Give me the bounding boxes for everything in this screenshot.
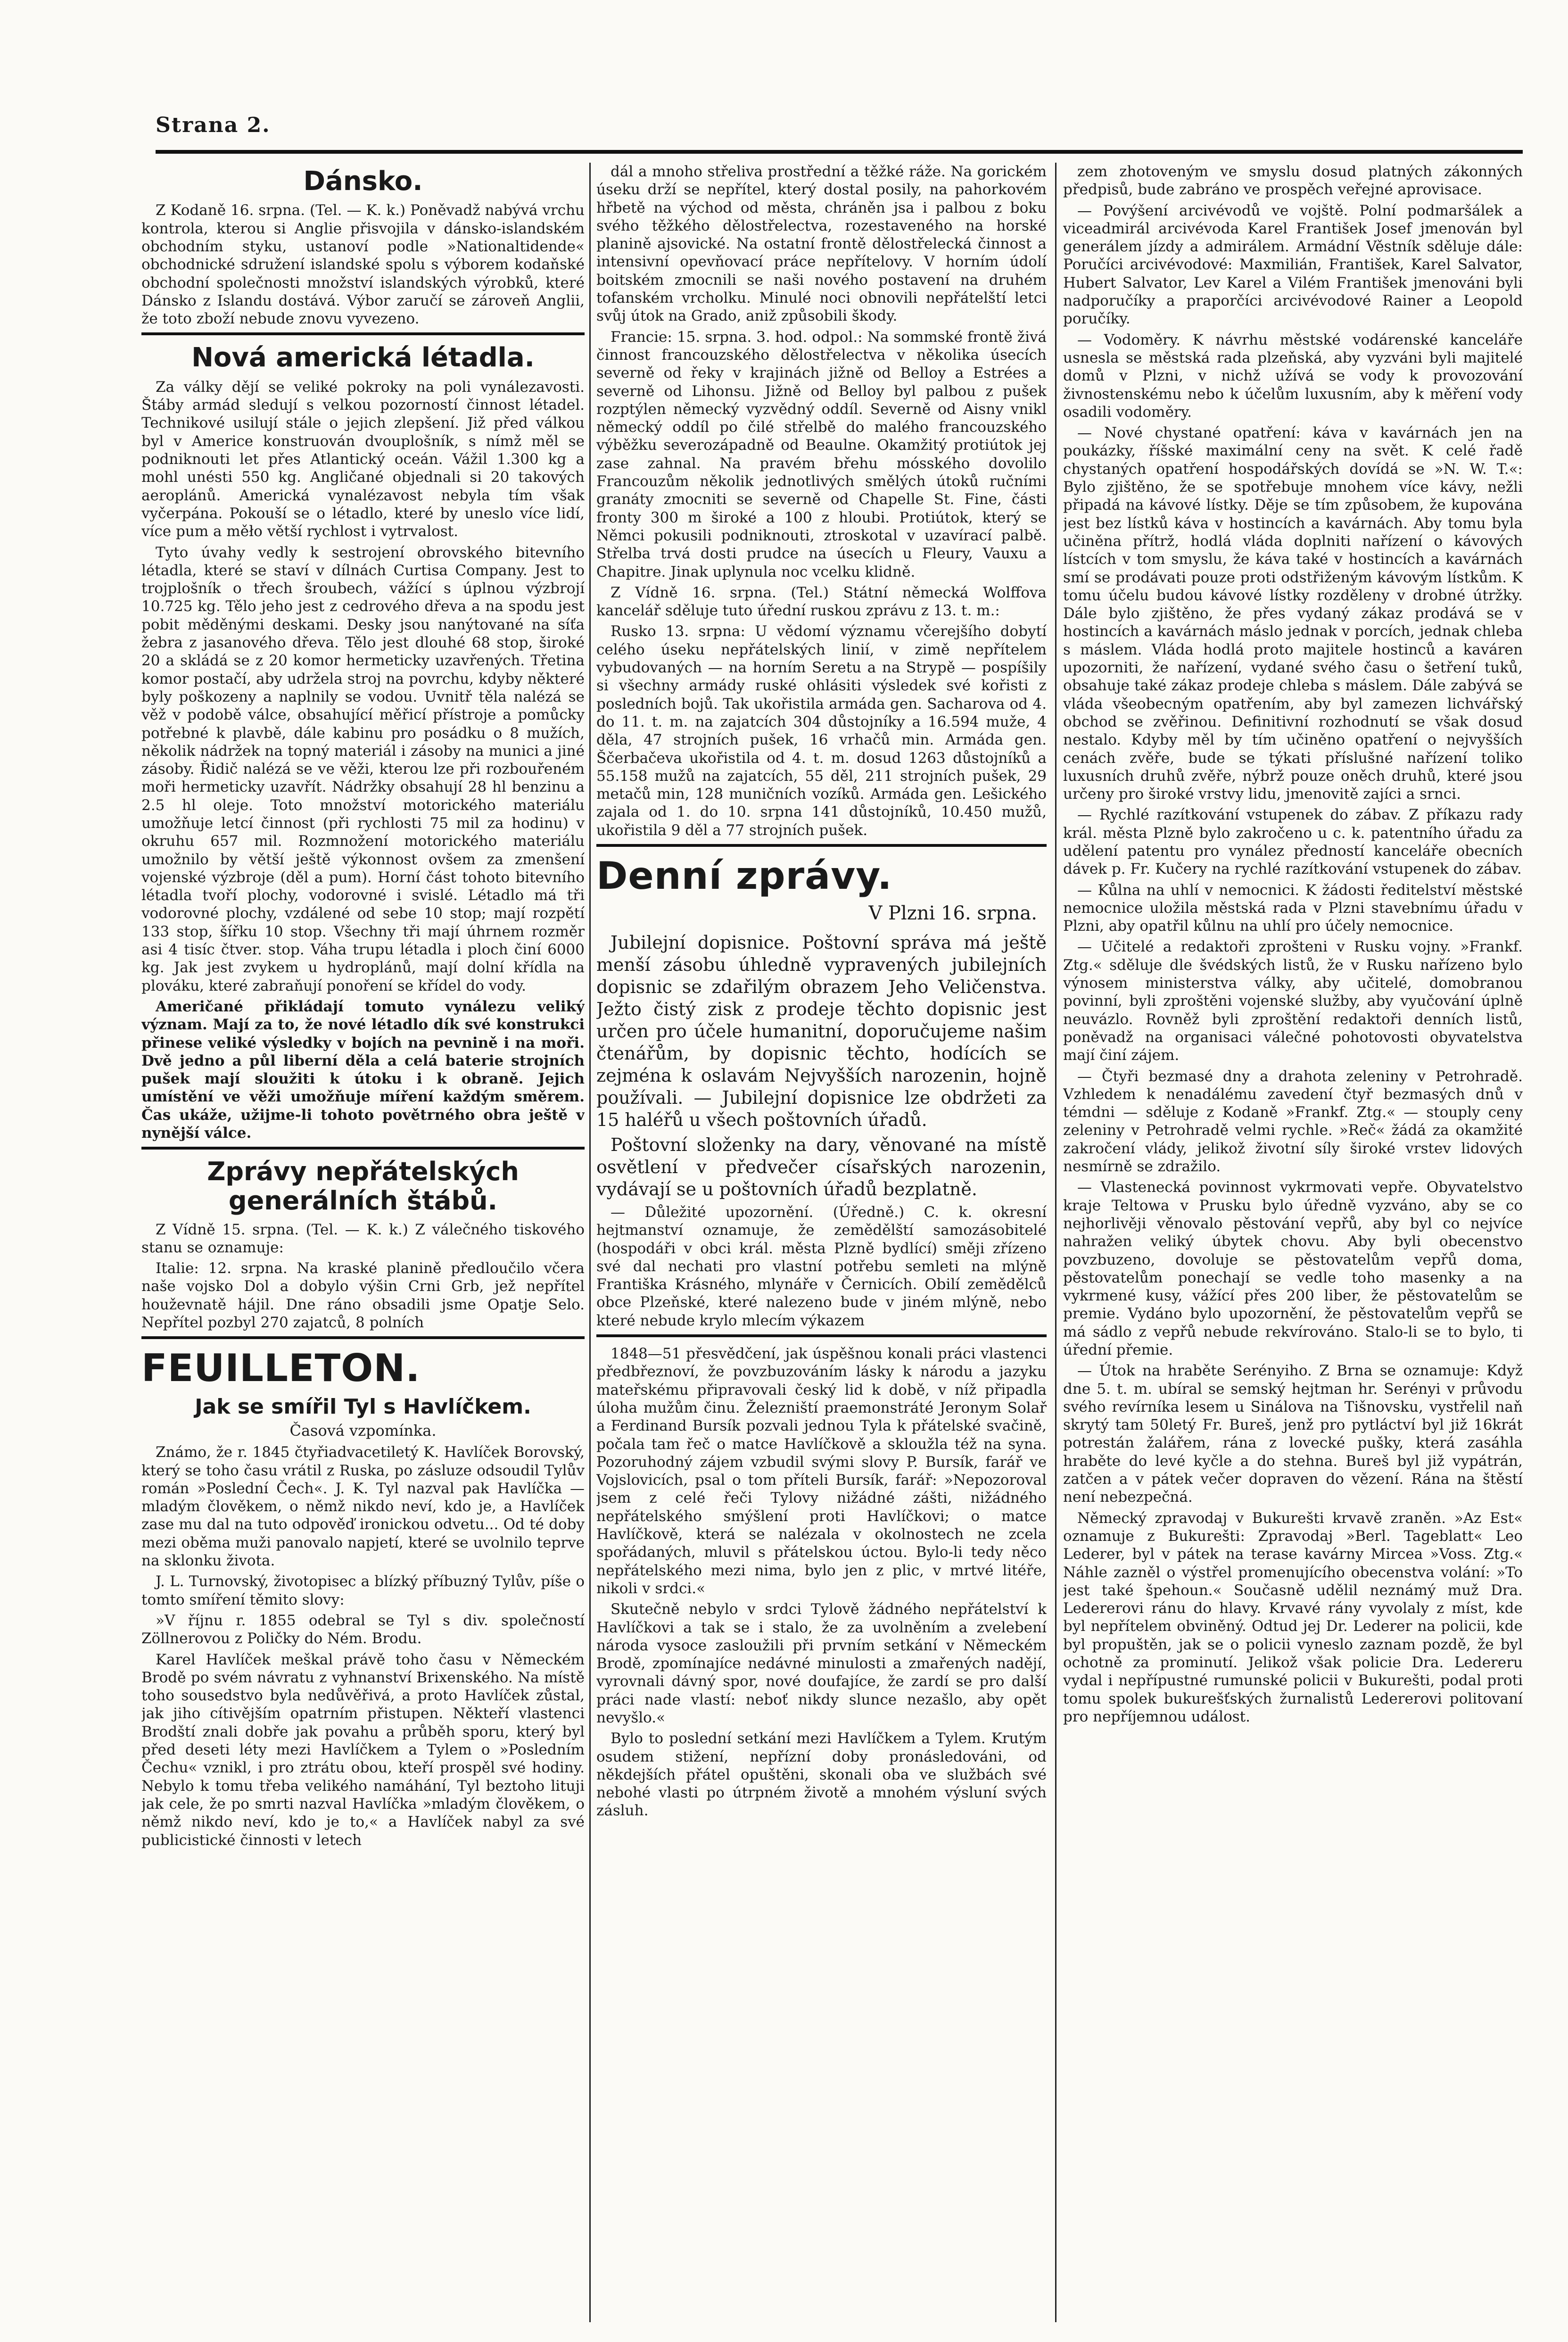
staffs-heading: Zprávy nepřátelských generálních štábů. [207, 1157, 519, 1216]
daily-dateline: V Plzni 16. srpna. [868, 902, 1037, 924]
feuilleton-cont-paragraph: 1848—51 přesvědčení, jak úspěšnou konali práci vlastenci předbřeznoví, že povzbuzováním lásky k národu a jazyku mateřskému připravovali český lid k době, v níž připadla úloha mužům činu. Železniští praemonstráté Jeronym Solař a Ferdinand Bursík pozvali jednou Tyla k přátelské svačině, počala tam řeč o matce Havlíčkově a skloužla též na syna. Pozoruhodný zájem vzbudil svými slovy P. Bursík, farář ve Vojslovicích, psal o tom příteli Bursík, farář: »Nepozoroval jsem z celé řeči Tylovy nižádné zášti, nižádného nepřátelského smýšlení proti Havlíčkovi; o matce Havlíčkově, která se nalézala v okolnostech ne zcela spořádaných, mluvil s přátelskou úctou. Bylo-li tedy něco nepřátelského mezi nima, bylo jen z plic, v mrtvé litéře, nikoli v srdci.« [596, 1345, 1047, 1597]
news-paragraph: Německý zpravodaj v Bukurešti krvavě zraněn. »Az Est« oznamuje z Bukurešti: Zpravodaj »Berl. Tageblatt« Leo Lederer, byl v pátek na terase kavárny Mircea »Voss. Ztg.« Náhle zazněl o výstřel promenujícího obecenstva volání: »To jest také špehoun.« Současně udělil neznámý muž Dra. Ledererovi ránu do hlavy. Krvavé rány vyvolaly z míst, kde byl nepřítelem obviněný. Odtud jej Dr. Lederer na policii, kde byl propuštěn, jak se o policii vyneslo zaznam pozdě, že byl ochotně za prominutí. Jelikož však policie Dra. Ledereru vydal i nepřípustné rumunské policii v Bukurešti, podal proti tomu spolek bukurešťských žurnalistů Ledererovi politovaní pro nepříjemnou událost. [1063, 1509, 1523, 1725]
column-1 [141, 163, 585, 2322]
section-rule [596, 844, 1047, 847]
feuilleton-subtitle: Časová vzpomínka. [289, 1422, 437, 1440]
feuilleton-paragraph: Známo, že r. 1845 čtyřiadvacetiletý K. Havlíček Borovský, který se toho času vrátil z Ruska, po zásluze odsoudil Tylův román »Poslední Čech«. J. K. Tyl nazval pak Havlíčka — mladým člověkem, o němž nikdo neví, kdo je, a Havlíček zase mu dal na tuto odpověď ironickou odvetu... Od té doby mezi oběma muži panovalo napjetí, které se uvolnilo teprve na sklonku života. [141, 1444, 585, 1570]
feuilleton-cont-paragraph: Skutečně nebylo v srdci Tylově žádného nepřátelství k Havlíčkovi a tak se i stalo, že za uvolněním a zvelebení národa vysoce zasloužili při prvním setkání v Německém Brodě, zpomínajíce nedávné minulosti a zmařených nadějí, vyrovnali dávný spor, nové doufajíce, že zardí se pro další práci nade vlastí: neboť nikdy slunce nezašlo, aby opět nevyšlo.« [596, 1601, 1047, 1726]
daily-paragraph: Jubilejní dopisnice. Poštovní správa má ještě menší zásobu úhledně vypravených jubilejních dopisnic se zdařilým obrazem Jeho Veličenstva. Ježto čistý zisk z prodeje těchto dopisnic jest určen pro účele humanitní, doporučujeme našim čtenářům, by dopisnic těchto, hodících se zejména k oslavám Nejvyšších narozenin, hojně používali. — Jubilejní dopisnice lze obdržeti za 15 haléřů u všech poštovních úřadů. [596, 932, 1047, 1130]
column-divider-1 [589, 163, 591, 2322]
aircraft-paragraph: Tyto úvahy vedly k sestrojení obrovského bitevního létadla, které se staví v dílnách Curtisa Company. Jest to trojplošník o třech šroubech, vážící s úplnou výzbrojí 10.725 kg. Tělo jeho jest z cedrového dřeva a na spodu jest pobit měděnými deskami. Desky jsou nanýtované na síťa žebra z jasanového dřeva. Tělo jest dlouhé 68 stop, široké 20 a skládá se z 20 komor hermeticky uzavřených. Třetina komor postačí, aby udržela stroj na povrchu, kdyby některé byly poškozeny a naplnily se vodou. Uvnitř těla nalézá se věž v podobě válce, obsahující měřicí přístroje a pomůcky potřebné k plavbě, dále kabinu pro posádku o 8 mužích, několik nádržek na topný materiál i zásoby na munici a jiné zásoby. Řidič nalézá se ve věži, kterou lze při rozbouřeném moři hermeticky uzavřít. Nádržky obsahují 28 hl benzinu a 2.5 hl oleje. Toto množství motorického materiálu umožňuje letcí činnost (při rychlosti 75 mil za hodinu) v okruhu 657 mil. Rozmnožení motorického materiálu umožnilo by větší ještě výkonnost ovšem za zmenšení vojenské výzbroje (děl a pum). Horní část tohoto bitevního létadla tvoří plochy, vodorovné i svislé. Létadlo má tři vodorovné plochy, vzdálené od sebe 10 stop; mají rozpětí 133 stop, šířku 10 stop. Všechny tři mají úhrnem rozměr asi 4 tisíc čtver. stop. Váha trupu létadla i ploch činí 6000 kg. Jak jest zvykem u hydroplánů, mají dolní křídla na plováku, které zabraňují ponoření se křídel do vody. [141, 544, 585, 994]
aircraft-paragraph: Za války dějí se veliké pokroky na poli vynálezavosti. Štáby armád sledují s velkou pozorností činnost létadel. Technikové usilují stále o jejich zlepšení. Již před válkou byl v Americe konstruován dvouplošník, s nímž měl se podniknouti let přes Atlantický oceán. Vážil 1.300 kg a mohl unésti 550 kg. Angličané objednali si 20 takových aeroplánů. Americká vynalézavost nebyla tím však vyčerpána. Pokouší se o létadlo, které by uneslo více lidí, více pum a měło větší rychlost i vytrvalost. [141, 378, 585, 540]
top-rule [156, 150, 1523, 154]
staffs-paragraph: Italie: 12. srpna. Na kraské planině předloučilo včera naše vojsko Dol a dobylo výšin Crni Grb, jež nepřítel houževnatě hájil. Dne ráno obsadili jsme Opatje Selo. Nepřítel pozbyl 270 zajatců, 8 polních [141, 1260, 585, 1331]
feuilleton-heading: FEUILLETON. [141, 1346, 421, 1390]
news-paragraph: — Rychlé razítkování vstupenek do zábav. Z příkazu rady král. města Plzně bylo zakročeno u c. k. patentního úřadu za udělení patentu pro vynález předností kanceláře obecních dávek p. Fr. Kučery na rychlé razítkování vstupenek do zábav. [1063, 806, 1523, 878]
news-paragraph: — Povýšení arcivévodů ve vojště. Polní podmaršálek a viceadmirál arcivévoda Karel František Josef jmenován byl generálem jízdy a admirálem. Armádní Věstník sděluje dále: Poručíci arcivévodové: Maxmilián, František, Karel Salvator, Hubert Salvator, Lev Karel a Vilém František jmenováni byli nadporučíky a praporčíci arcivévodové Rainer a Leopold poručíky. [1063, 202, 1523, 328]
column-divider-2 [1055, 163, 1056, 2322]
column-2 [596, 163, 1047, 2322]
news-paragraph: — Vlastenecká povinnost vykrmovati vepře. Obyvatelstvo kraje Teltowa v Prusku bylo úředně vyzváno, aby se co nejhorlivěji věnovalo pěstování vepřů, aby byl co nejvíce nahražen veliký úbytek chovu. Aby byli obecenstvo povzbuzeno, dovoluje se pěstovatelům vepřů doma, pěstovatelům ponechají se vedle toho masenky a na vykrmené kusy, vážící přes 200 liber, že pěstovatelům se premie. Vydáno bylo upozornění, že pěstovatelům vepřů se má sádlo z vepřů nebude rekvírováno. Stalo-li se to bylo, ti úřední přemie. [1063, 1179, 1523, 1358]
news-paragraph: — Útok na hraběte Serényiho. Z Brna se oznamuje: Když dne 5. t. m. ubíral se semský hejtman hr. Serényi v průvodu svého revírníka lesem u Sinálova na Tišnovsku, vystřelil naň skrytý tam 50letý Fr. Bureš, jenž pro pytláctví byl již 16krát potrestán žalářem, rána z lovecké pušky, která zasáhla hraběte do levé kyčle a do stehna. Bureš byl již vypátrán, zatčen a v pátek večer dopraven do vězení. Rána na štěstí není nebezpečná. [1063, 1362, 1523, 1506]
front-paragraph: Rusko 13. srpna: U vědomí významu včerejšího dobytí celého úseku nepřátelských linií, v zimě nepřítelem vybudovaných — na horním Seretu a na Strypě — pospíšily si všechny armády ruské ohlásiti výsledek své kořisti z posledních bojů. Tak ukořistila armáda gen. Sacharova od 4. do 11. t. m. na zajatcích 304 důstojníky a 16.594 muže, 4 děla, 47 strojních pušek, 16 vrhačů min. Armáda gen. Ščerbačeva ukořistila od 4. t. m. dosud 1263 důstojníků a 55.158 mužů na zajatcích, 55 děl, 211 strojních pušek, 29 metačů min, 128 muničních vozíků. Armáda gen. Lešického zajala od 1. do 10. srpna 141 důstojníků, 10.450 mužů, ukořistila 9 děl a 77 strojních pušek. [596, 623, 1047, 839]
aircraft-paragraph: Američané přikládají tomuto vynálezu veliký význam. Mají za to, že nové létadlo dík své konstrukci přinese veliké výsledky v bojích na pevnině i na moři. Dvě jedno a půl liberní děla a celá baterie strojních pušek mají sloužiti k útoku i k obraně. Jejich umístění ve věži umožňuje míření každým směrem. Čas ukáže, užijme-li tohoto povětrného obra ještě v nynější válce. [141, 998, 585, 1142]
daily-paragraph: — Důležité upozornění. (Úředně.) C. k. okresní hejtmanství oznamuje, že zemědělští samozásobitelé (hospodáři v obci král. města Plzně bydlící) směji zřízeno své dal nechati pro vlastní potřebu semleti na mlýně Františka Krásného, mlynáře v Černicích. Obilí zemědělců obce Plzeňské, které nalezeno bude v jiném mlýně, nebo které nebude krylo mlecím výkazem [596, 1203, 1047, 1329]
feuilleton-paragraph: Karel Havlíček meškal právě toho času v Německém Brodě po svém návratu z vyhnanství Brixenského. Na místě toho sousedstvo byla nedůvěřivá, a proto Havlíček zůstal, jak jiho cítivějším opatrním přistupen. Někteří vlastenci Brodští znali dobře jak povahu a průběh sporu, který byl před deseti léty mezi Havlíčkem a Tylem o »Posledním Čechu« vznikl, i pro ztrátu obou, kteří prospěl své hodiny. Nebylo k tomu třeba velikého namáhání, Tyl beztoho lituji jak cele, že po smrti nazval Havlíčka »mladým člověkem, o němž nikdo neví, kdo je to,« a Havlíček nabyl za své publicistické činnosti v letech [141, 1651, 585, 1849]
news-paragraph: — Vodoměry. K návrhu městské vodárenské kanceláře usnesla se městská rada plzeňská, aby vyzváni byli majitelé domů v Plzni, v nichž užívá se vody k provozování živnostenskému nebo k účelům luxusním, aby k měření vody osadili vodoměry. [1063, 331, 1523, 421]
feuilleton-paragraph: »V říjnu r. 1855 odebral se Tyl s div. společností Zöllnerovou z Poličky do Ném. Brodu. [141, 1612, 585, 1647]
section-rule [141, 1336, 585, 1339]
aircraft-heading: Nová americká létadla. [191, 342, 535, 373]
front-paragraph: Z Vídně 16. srpna. (Tel.) Státní německá Wolffova kancelář sděluje tuto úřední ruskou zprávu z 13. t. m.: [596, 584, 1047, 620]
news-paragraph: — Čtyři bezmasé dny a drahota zeleniny v Petrohradě. Vzhledem k nenadálému zavedení čtyř bezmasých dnů v témdni — sděluje z Kodaně »Frankf. Ztg.« — stouply ceny zeleniny v Petrohradě velmi rychle. »Reč« žádá za okamžité zakročení vlády, jelikož životní síly široké vrstev lidových nesmírně se zdražilo. [1063, 1068, 1523, 1175]
news-paragraph: — Učitelé a redaktoři zprošteni v Rusku vojny. »Frankf. Ztg.« sděluje dle švédských listů, že v Rusku nařízeno bylo výnosem ministerstva války, aby učitelé, domobranou povinní, byli zproštěni vojenské služby, aby vyučování úplně neuvázlo. Rovněž byli zproštění redaktoři denních listů, poněvadž na organisaci válečné pohotovosti obyvatelstva mají činí zájem. [1063, 938, 1523, 1064]
feuilleton-paragraph: J. L. Turnovský, životopisec a blízký příbuzný Tylův, píše o tomto smíření těmito slovy: [141, 1573, 585, 1608]
feuilleton-title: Jak se smířil Tyl s Havlíčkem. [195, 1395, 531, 1419]
news-paragraph: zem zhotoveným ve smyslu dosud platných zákonných předpisů, bude zabráno ve prospěch veřejné aprovisace. [1063, 163, 1523, 199]
section-rule [141, 332, 585, 335]
section-rule [596, 1334, 1047, 1337]
news-paragraph: — Nové chystané opatření: káva v kavárnách jen na poukázky, říšské maximální ceny na svět. K celé řadě chystaných opatření hospodářských dovídá se »N. W. T.«: Bylo zjištěno, že se spotřebuje mnohem více kávy, nežli připadá na kávové lístky. Děje se tím způsobem, že kupována jest bez lístků káva v hostincích a kavárnách. Aby tomu byla učiněna přítrž, hodlá vláda doplniti nařízení o kávových lístcích v tom smyslu, že káva také v hostincích a kavárnách smí se prodávati pouze proti odstřiženým kávovým lístkům. K tomu účelu budou kávové lístky rozděleny v drobné útržky. Dále bylo zjištěno, že přes vydaný zákaz prodává se v hostincích a kavárnách máslo jednak v porcích, jednak chleba s máslem. Vláda hodlá proto majitele hostinců a kaváren upozorniti, že nařízení, vydané svého času o šetření tuků, obsahuje také zákaz prodeje chleba s máslem. Dále zabývá se vláda všeobecným opatřením, aby byl zamezen lichvářský obchod se zvěřinou. Definitivní rozhodnutí se však dosud nestalo. Kdyby měl by tím učiněno opatření o nejvyšších cenách zvěře, bude se týkati příslušné nařízení toliko luxusních druhů zvěře, nýbrž pouze oněch druhů, které jsou určeny pro široké vrstvy lidu, jmenovitě zajíci a srnci. [1063, 424, 1523, 803]
daily-heading: Denní zprávy. [596, 853, 892, 898]
column-3 [1063, 163, 1523, 2322]
news-paragraph: — Kůlna na uhlí v nemocnici. K žádosti ředitelství městské nemocnice uložila městská rada v Plzni stavebnímu úřadu v Plzni, aby opatřil kůlnu na uhlí pro účely nemocnice. [1063, 881, 1523, 935]
front-paragraph: dál a mnoho střeliva prostřední a těžké ráže. Na gorickém úseku drží se nepřítel, který dostal posily, na pahorkovém hřbetě na východ od města, chráněn jsa i palbou z boku svého těžkého dělostřelectva, rozestaveného na horské planině ajsovické. Na ostatní frontě dělostřelecká činnost a intensivní opevňovací práce nepřítelovy. V horním údolí boitském zmocnili se naši nového postavení na druhém tofanském vrcholku. Minulé noci obnovili nepřátelští letci svůj útok na Grado, aniž způsobili škody. [596, 163, 1047, 325]
front-paragraph: Francie: 15. srpna. 3. hod. odpol.: Na sommské frontě živá činnost francouzského dělostřelectva v několika úsecích severně od řeky v krajinách jižně od Belloy a Estrées a severně od Lihonsu. Jižně od Belloy byl palbou z pušek rozptýlen německý vyzvědný oddíl. Severně od Aisny vnikl německý oddíl po čilé střelbě do malého francouzského výběžku severozápadně od Beaulne. Okamžitý protiútok jej zase zahnal. Na pravém břehu mósského dovolilo Francouzům několik jednotlivých smělých útoků ručními granáty zmocniti se severně od Chapelle St. Fine, části fronty 300 m široké a 100 z hloubi. Protiútok, který se Němci pokusili podniknouti, ztroskotal v uzavírací palbě. Střelba trvá dosti prudce na úsecích u Fleury, Vauxu a Chapitre. Jinak uplynula noc vcelku klidně. [596, 328, 1047, 580]
staffs-paragraph: Z Vídně 15. srpna. (Tel. — K. k.) Z válečného tiskového stanu se oznamuje: [141, 1221, 585, 1256]
page-number: Strana 2. [156, 113, 271, 137]
section-rule [141, 1147, 585, 1150]
daily-paragraph: Poštovní složenky na dary, věnované na místě osvětlení v předvečer císařských narozenin, vydávají se u poštovních úřadů bezplatně. [596, 1134, 1047, 1200]
denmark-heading: Dánsko. [303, 166, 423, 197]
feuilleton-cont-paragraph: Bylo to poslední setkání mezi Havlíčkem a Tylem. Krutým osudem stižení, nepřízní doby pronásledováni, od někdejších přátel opuštěni, skonali oba ve službách své nebohé vlasti po útrpném životě a mnohém výsluní svých zásluh. [596, 1730, 1047, 1820]
denmark-text: Z Kodaně 16. srpna. (Tel. — K. k.) Poněvadž nabývá vrchu kontrola, kterou si Anglie přisvojila v dánsko-islandském obchodním styku, ustanoví podle »Nationaltidende« obchodnické sdružení islandské spolu s výborem kodaňské obchodní společnosti množství islandských výrobků, které Dánsko z Islandu dostává. Výbor zaručí se zároveň Anglii, že toto zboží nebude znovu vyvezeno. [141, 202, 585, 328]
